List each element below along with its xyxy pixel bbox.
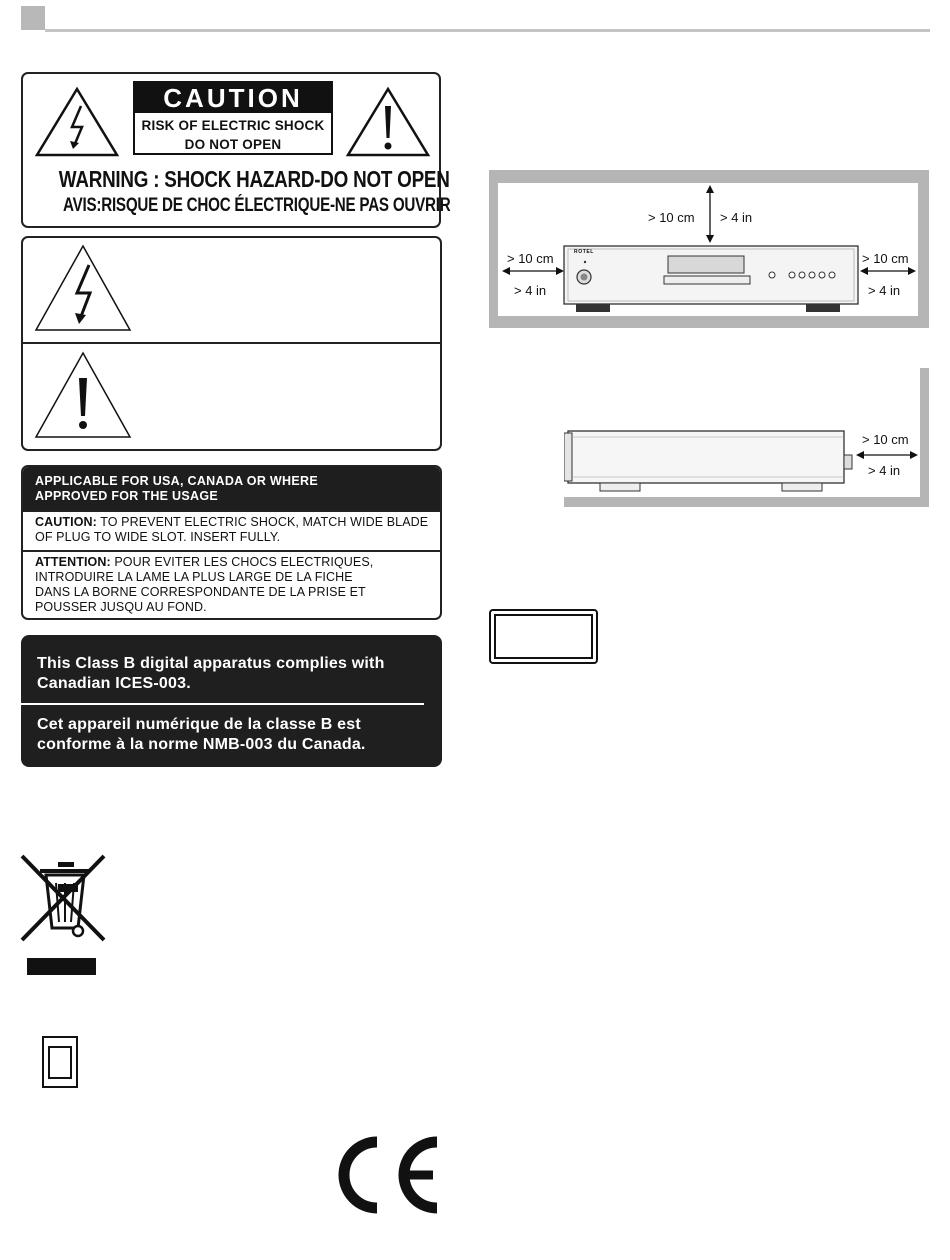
warning-english: WARNING : SHOCK HAZARD-DO NOT OPEN [58,166,450,192]
plug-notice-heading [23,467,440,510]
caution-prefix: CAUTION: [35,515,97,529]
ce-mark-icon [333,1135,443,1215]
canada-ices-panel [21,635,442,767]
canada-french [37,715,432,755]
canada-english-line-1: This Class B digital apparatus complies with [37,655,385,672]
attention-text-line-1: POUR EVITER LES CHOCS ELECTRIQUES, [110,555,374,569]
attention-text-line-3: DANS LA BORNE CORRESPONDANTE DE LA PRISE ET [35,585,366,599]
attention-prefix: ATTENTION: [35,555,111,569]
lightning-triangle-icon [33,243,133,333]
canada-english-line-2: Canadian ICES-003. [37,675,191,692]
front-left-cm: > 10 cm [507,251,554,266]
crossed-bin-icon [18,852,108,944]
caution-title: CAUTION [135,83,331,113]
exclamation-triangle-icon [345,86,431,158]
canada-french-line-2: conforme à la norme NMB-003 du Canada. [37,736,366,753]
weee-bar [27,958,96,975]
plug-notice-attention [35,555,435,615]
attention-text-line-2: INTRODUIRE LA LAME LA PLUS LARGE DE LA FICHE [35,570,353,584]
side-rear-in: > 4 in [868,463,901,478]
plug-notice-rule [23,550,440,552]
device-brand-logo: ROTEL [574,249,594,255]
caution-text-line-2: OF PLUG TO WIDE SLOT. INSERT FULLY. [35,530,281,544]
caution-text-line-1: TO PREVENT ELECTRIC SHOCK, MATCH WIDE BLADE [96,515,429,529]
front-right-in: > 4 in [868,283,901,298]
caution-box [133,81,333,155]
plug-notice-heading-line-2: APPROVED FOR THE USAGE [35,489,219,503]
front-left-in: > 4 in [514,283,547,298]
symbol-divider [21,342,442,344]
exclamation-triangle-icon [33,350,133,440]
plug-notice-rule [23,510,440,512]
side-rear-cm: > 10 cm [862,432,909,447]
front-top-in: > 4 in [720,210,753,225]
label-box-inner [494,614,593,659]
warning-french: AVIS:RISQUE DE CHOC ÉLECTRIQUE-NE PAS OUVRIR [63,195,451,216]
plug-notice-heading-line-1: APPLICABLE FOR USA, CANADA OR WHERE [35,474,318,488]
attention-text-line-4: POUSSER JUSQU AU FOND. [35,600,207,614]
lightning-triangle-icon [34,86,120,158]
caution-line-2: DO NOT OPEN [184,137,282,152]
front-right-cm: > 10 cm [862,251,909,266]
canada-french-line-1: Cet appareil numérique de la classe B est [37,716,361,733]
header-rule [45,29,930,32]
plug-notice-panel [21,465,442,620]
plug-notice-caution [35,515,435,545]
double-square-inner [48,1046,72,1079]
canada-divider [16,703,424,705]
front-clearance-diagram [498,183,918,316]
canada-english [37,654,432,694]
caution-line-1: RISK OF ELECTRIC SHOCK [141,118,325,133]
header-square [21,6,45,30]
front-top-cm: > 10 cm [648,210,695,225]
